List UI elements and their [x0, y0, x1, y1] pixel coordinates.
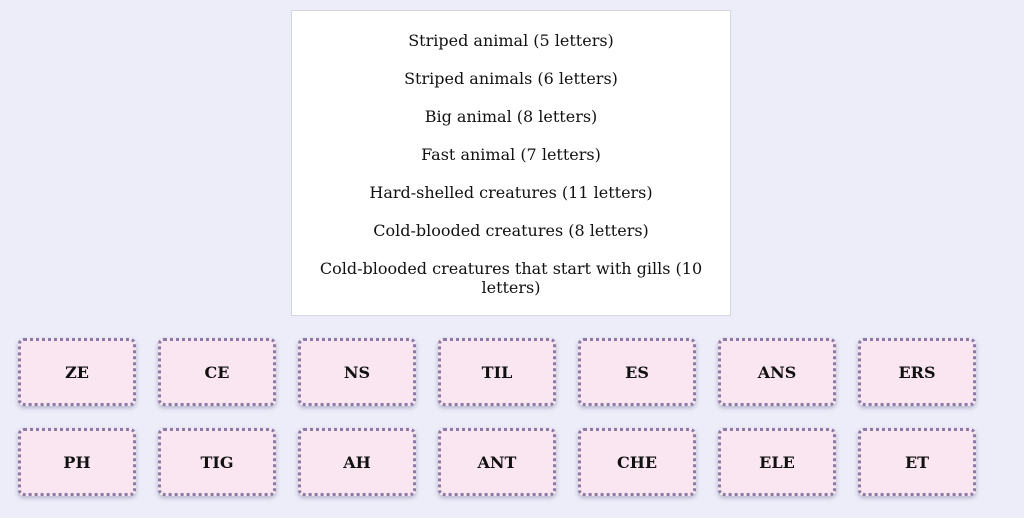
tile-row-2: [18, 428, 998, 496]
letter-tile[interactable]: AH: [298, 428, 416, 496]
letter-tile[interactable]: TIL: [438, 338, 556, 406]
letter-tile[interactable]: ZE: [18, 338, 136, 406]
letter-tile-bank: [18, 338, 998, 518]
clue-7: Cold-blooded creatures that start with gills (10 letters): [319, 259, 703, 297]
clue-6: Cold-blooded creatures (8 letters): [373, 221, 649, 240]
letter-tile[interactable]: TIG: [158, 428, 276, 496]
clue-2: Striped animals (6 letters): [404, 69, 618, 88]
letter-tile[interactable]: ERS: [858, 338, 976, 406]
clue-5: Hard-shelled creatures (11 letters): [369, 183, 653, 202]
tile-row-1: [18, 338, 998, 406]
letter-tile[interactable]: ANT: [438, 428, 556, 496]
clue-3: Big animal (8 letters): [424, 107, 598, 126]
clue-panel: [291, 10, 731, 316]
letter-tile[interactable]: NS: [298, 338, 416, 406]
letter-tile[interactable]: ES: [578, 338, 696, 406]
letter-tile[interactable]: CHE: [578, 428, 696, 496]
letter-tile[interactable]: ELE: [718, 428, 836, 496]
letter-tile[interactable]: ANS: [718, 338, 836, 406]
letter-tile[interactable]: CE: [158, 338, 276, 406]
clue-1: Striped animal (5 letters): [408, 31, 614, 50]
letter-tile[interactable]: ET: [858, 428, 976, 496]
clue-4: Fast animal (7 letters): [421, 145, 601, 164]
letter-tile[interactable]: PH: [18, 428, 136, 496]
